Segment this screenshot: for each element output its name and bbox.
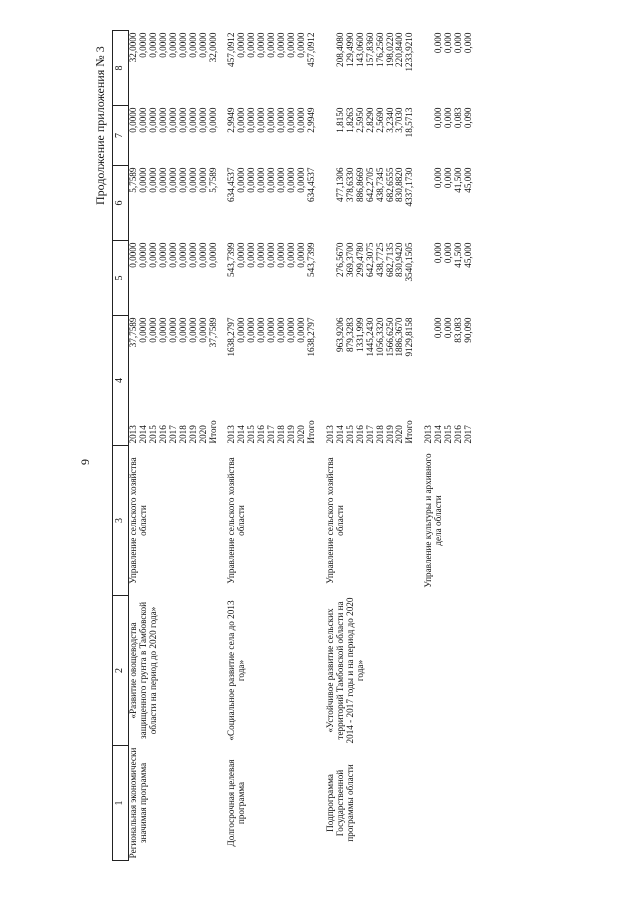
federal-cell: 642,3075 (364, 242, 375, 277)
other-sources-cell: 0,0000 (266, 32, 277, 58)
year-cell: 2018 (374, 425, 385, 444)
local-cell: 1,8263 (344, 107, 355, 133)
total-cell: 1445,2430 (364, 317, 375, 357)
year-cell: 2014 (236, 425, 247, 444)
local-cell: 18,5713 (404, 107, 415, 138)
other-sources-cell: 143,0600 (354, 32, 365, 67)
federal-cell: 3540,1505 (404, 242, 415, 282)
other-sources-cell: 208,4080 (334, 32, 345, 67)
year-cell: 2016 (453, 425, 464, 444)
other-sources-cell: 0,000 (443, 32, 454, 54)
other-sources-cell: 157,8360 (364, 32, 375, 67)
responsible-agency-text: Управление сельского хозяйства области (324, 457, 345, 584)
federal-cell: 0,0000 (177, 242, 188, 268)
federal-cell: 0,0000 (187, 242, 198, 268)
other-sources-cell: 0,000 (433, 32, 444, 54)
total-cell: 1886,3670 (394, 317, 405, 357)
program-type-text: Подпрограмма Государственной программы области (324, 764, 355, 842)
table-row (129, 31, 139, 861)
program-type-text: Региональная экономически значимая программа (128, 747, 148, 859)
responsible-agency-text: Управление сельского хозяйства области (226, 457, 247, 584)
regional-cell: 0,0000 (276, 167, 287, 193)
budget-table (112, 30, 474, 861)
federal-cell: 543,7399 (226, 242, 237, 277)
regional-cell: 634,4537 (305, 167, 316, 202)
federal-cell: 276,5670 (334, 242, 345, 277)
local-cell: 2,5950 (354, 107, 365, 133)
regional-cell: 0,0000 (167, 167, 178, 193)
program-type-cell (129, 746, 219, 861)
regional-cell: 0,0000 (177, 167, 188, 193)
total-cell: 0,0000 (147, 317, 158, 343)
other-sources-cell: 0,0000 (276, 32, 287, 58)
regional-cell: 378,6330 (344, 167, 355, 202)
responsible-agency-text: Управление сельского хозяйства области (128, 457, 148, 584)
regional-cell: 682,6555 (384, 167, 395, 202)
federal-cell: 0,0000 (276, 242, 287, 268)
total-cell: 1056,3320 (374, 317, 385, 357)
header-col-1: 1 (113, 746, 129, 861)
regional-cell: 634,4537 (226, 167, 237, 202)
other-sources-cell: 220,8400 (394, 32, 405, 67)
year-cell: 2019 (286, 425, 297, 444)
regional-cell: 45,000 (463, 167, 474, 193)
year-cell: 2017 (167, 425, 178, 444)
block-spacer (415, 31, 424, 861)
other-sources-cell: 0,0000 (147, 32, 158, 58)
responsible-agency-cell (326, 446, 415, 596)
total-cell: 0,0000 (187, 317, 198, 343)
local-cell: 0,0000 (286, 107, 297, 133)
other-sources-cell: 1233,9210 (404, 32, 415, 72)
federal-cell: 0,0000 (296, 242, 306, 268)
other-sources-cell: 129,4990 (344, 32, 355, 67)
federal-cell: 438,7725 (374, 242, 385, 277)
program-name-text: «Развитие овощеводства защищенного грунта в Тамбовской области на период до 2020 года» (128, 602, 158, 740)
local-cell: 2,5690 (374, 107, 385, 133)
other-sources-cell: 0,0000 (187, 32, 198, 58)
other-sources-cell: 0,0000 (256, 32, 267, 58)
page-number: 9 (78, 459, 92, 465)
federal-cell: 0,000 (433, 242, 444, 264)
year-cell: 2014 (334, 425, 345, 444)
local-cell: 3,2340 (384, 107, 395, 133)
local-cell: 0,0000 (256, 107, 267, 133)
federal-cell: 369,3700 (344, 242, 355, 277)
regional-cell: 0,0000 (157, 167, 168, 193)
other-sources-cell: 457,0912 (226, 32, 237, 67)
federal-cell: 0,0000 (266, 242, 277, 268)
year-cell: 2017 (463, 425, 474, 444)
year-cell: 2013 (423, 425, 434, 444)
total-cell: 90,090 (463, 317, 474, 343)
other-sources-cell: 0,0000 (286, 32, 297, 58)
regional-cell: 0,0000 (147, 167, 158, 193)
federal-cell: 682,7135 (384, 242, 395, 277)
regional-cell: 0,0000 (236, 167, 247, 193)
local-cell: 2,9949 (226, 107, 237, 133)
header-col-2: 2 (113, 596, 129, 746)
local-cell: 0,083 (453, 107, 464, 129)
total-cell: 0,0000 (236, 317, 247, 343)
regional-cell: 438,7345 (374, 167, 385, 202)
year-cell: 2014 (137, 425, 148, 444)
header-col-7: 7 (113, 106, 129, 166)
program-type-cell (227, 746, 316, 861)
total-cell: 0,0000 (256, 317, 267, 343)
other-sources-cell: 32,0000 (207, 32, 218, 63)
federal-cell: 41,500 (453, 242, 464, 268)
responsible-agency-cell (227, 446, 316, 596)
other-sources-cell: 198,0220 (384, 32, 395, 67)
regional-cell: 0,0000 (197, 167, 208, 193)
regional-cell: 5,7589 (207, 167, 218, 193)
program-name-cell (424, 596, 474, 746)
federal-cell: 0,0000 (207, 242, 218, 268)
regional-cell: 477,1306 (334, 167, 345, 202)
other-sources-cell: 176,2560 (374, 32, 385, 67)
regional-cell: 0,0000 (256, 167, 267, 193)
total-cell: 0,000 (433, 317, 444, 339)
header-col-6: 6 (113, 166, 129, 241)
other-sources-cell: 0,000 (463, 32, 474, 54)
total-cell: 0,0000 (137, 317, 148, 343)
year-cell: 2020 (394, 425, 405, 444)
total-cell: 0,0000 (177, 317, 188, 343)
local-cell: 0,0000 (207, 107, 218, 133)
table-row (326, 31, 336, 861)
year-cell: 2019 (384, 425, 395, 444)
program-type-cell (424, 746, 474, 861)
local-cell: 2,8290 (364, 107, 375, 133)
local-cell: 0,0000 (137, 107, 148, 133)
regional-cell: 830,8820 (394, 167, 405, 202)
total-cell: 1638,2797 (305, 317, 316, 357)
responsible-agency-cell (129, 446, 219, 596)
regional-cell: 5,7589 (128, 167, 138, 193)
federal-cell: 0,0000 (197, 242, 208, 268)
regional-cell: 0,000 (433, 167, 444, 189)
federal-cell: 0,0000 (137, 242, 148, 268)
regional-cell: 0,0000 (187, 167, 198, 193)
federal-cell: 830,9420 (394, 242, 405, 277)
federal-cell: 0,0000 (236, 242, 247, 268)
federal-cell: 299,4780 (354, 242, 365, 277)
year-cell: 2015 (147, 425, 158, 444)
regional-cell: 0,0000 (246, 167, 257, 193)
program-name-cell (129, 596, 219, 746)
federal-cell: 0,0000 (128, 242, 138, 268)
table-row (227, 31, 237, 861)
total-cell: 0,0000 (246, 317, 257, 343)
block-spacer (317, 31, 326, 861)
year-cell: 2016 (157, 425, 168, 444)
total-cell: 0,0000 (276, 317, 287, 343)
other-sources-cell: 0,0000 (296, 32, 306, 58)
other-sources-cell: 0,0000 (157, 32, 168, 58)
table-body (129, 31, 475, 861)
local-cell: 0,000 (433, 107, 444, 129)
other-sources-cell: 457,0912 (305, 32, 316, 67)
total-cell: 0,0000 (157, 317, 168, 343)
year-cell: 2016 (354, 425, 365, 444)
other-sources-cell: 0,0000 (137, 32, 148, 58)
total-cell: 9129,8158 (404, 317, 415, 357)
table-header (113, 31, 129, 861)
local-cell: 0,0000 (266, 107, 277, 133)
year-cell: 2013 (324, 425, 335, 444)
year-cell: 2013 (226, 425, 237, 444)
responsible-agency-cell (424, 446, 474, 596)
header-col-5: 5 (113, 241, 129, 316)
federal-cell: 0,0000 (147, 242, 158, 268)
header-col-3: 3 (113, 446, 129, 596)
header-col-8: 8 (113, 31, 129, 106)
year-cell: 2018 (177, 425, 188, 444)
local-cell: 0,0000 (147, 107, 158, 133)
local-cell: 2,9949 (305, 107, 316, 133)
total-cell: 83,083 (453, 317, 464, 343)
other-sources-cell: 0,0000 (167, 32, 178, 58)
total-cell: 1566,6250 (384, 317, 395, 357)
total-cell: 0,000 (443, 317, 454, 339)
local-cell: 0,0000 (276, 107, 287, 133)
total-cell: 0,0000 (286, 317, 297, 343)
local-cell: 0,000 (443, 107, 454, 129)
program-name-text: «Социальное развитие села до 2013 года» (226, 600, 247, 741)
total-cell: 963,9206 (334, 317, 345, 352)
total-cell: 1331,999 (354, 317, 365, 352)
year-cell: 2013 (128, 425, 138, 444)
local-cell: 0,0000 (236, 107, 247, 133)
regional-cell: 41,500 (453, 167, 464, 193)
regional-cell: 886,8669 (354, 167, 365, 202)
year-cell: 2018 (276, 425, 287, 444)
total-cell: 0,0000 (296, 317, 306, 343)
federal-cell: 543,7399 (305, 242, 316, 277)
regional-cell: 0,000 (443, 167, 454, 189)
year-cell: Итого (404, 420, 415, 444)
local-cell: 0,0000 (187, 107, 198, 133)
local-cell: 3,7030 (394, 107, 405, 133)
total-cell: 37,7589 (128, 317, 138, 348)
other-sources-cell: 0,0000 (246, 32, 257, 58)
federal-cell: 0,0000 (286, 242, 297, 268)
year-cell: 2017 (364, 425, 375, 444)
table-row (424, 31, 434, 861)
other-sources-cell: 0,0000 (236, 32, 247, 58)
other-sources-cell: 32,0000 (128, 32, 138, 63)
program-name-text: «Устойчивое развитие сельских территорий Тамбовской области на 2014 - 2017 годы и на период до 2020 года» (324, 597, 365, 744)
year-cell: 2016 (256, 425, 267, 444)
year-cell: 2015 (443, 425, 454, 444)
year-cell: 2020 (197, 425, 208, 444)
local-cell: 0,0000 (246, 107, 257, 133)
local-cell: 1,8150 (334, 107, 345, 133)
year-cell: 2015 (246, 425, 257, 444)
total-cell: 0,0000 (266, 317, 277, 343)
regional-cell: 4337,1730 (404, 167, 415, 207)
local-cell: 0,0000 (157, 107, 168, 133)
local-cell: 0,0000 (197, 107, 208, 133)
program-name-cell (227, 596, 316, 746)
total-cell: 37,7589 (207, 317, 218, 348)
program-type-cell (326, 746, 415, 861)
federal-cell: 0,0000 (256, 242, 267, 268)
federal-cell: 0,0000 (246, 242, 257, 268)
responsible-agency-text: Управление культуры и архивного дела области (423, 453, 444, 588)
year-cell: Итого (305, 420, 316, 444)
federal-cell: 0,0000 (167, 242, 178, 268)
local-cell: 0,0000 (167, 107, 178, 133)
other-sources-cell: 0,0000 (177, 32, 188, 58)
program-type-text: Долгосрочная целевая программа (226, 759, 247, 847)
other-sources-cell: 0,000 (453, 32, 464, 54)
program-name-cell (326, 596, 415, 746)
total-cell: 1638,2797 (226, 317, 237, 357)
local-cell: 0,0000 (296, 107, 306, 133)
regional-cell: 0,0000 (137, 167, 148, 193)
regional-cell: 0,0000 (296, 167, 306, 193)
federal-cell: 0,000 (443, 242, 454, 264)
total-cell: 0,0000 (197, 317, 208, 343)
continuation-title: Продолжение приложения № 3 (93, 46, 107, 205)
header-col-4: 4 (113, 316, 129, 446)
total-cell: 879,3283 (344, 317, 355, 352)
year-cell: 2014 (433, 425, 444, 444)
year-cell: 2015 (344, 425, 355, 444)
local-cell: 0,0000 (177, 107, 188, 133)
year-cell: 2020 (296, 425, 306, 444)
federal-cell: 0,0000 (157, 242, 168, 268)
regional-cell: 0,0000 (266, 167, 277, 193)
total-cell: 0,0000 (167, 317, 178, 343)
year-cell: 2017 (266, 425, 277, 444)
other-sources-cell: 0,0000 (197, 32, 208, 58)
year-cell: 2019 (187, 425, 198, 444)
year-cell: Итого (207, 420, 218, 444)
local-cell: 0,0000 (128, 107, 138, 133)
regional-cell: 642,2705 (364, 167, 375, 202)
federal-cell: 45,000 (463, 242, 474, 268)
local-cell: 0,090 (463, 107, 474, 129)
regional-cell: 0,0000 (286, 167, 297, 193)
